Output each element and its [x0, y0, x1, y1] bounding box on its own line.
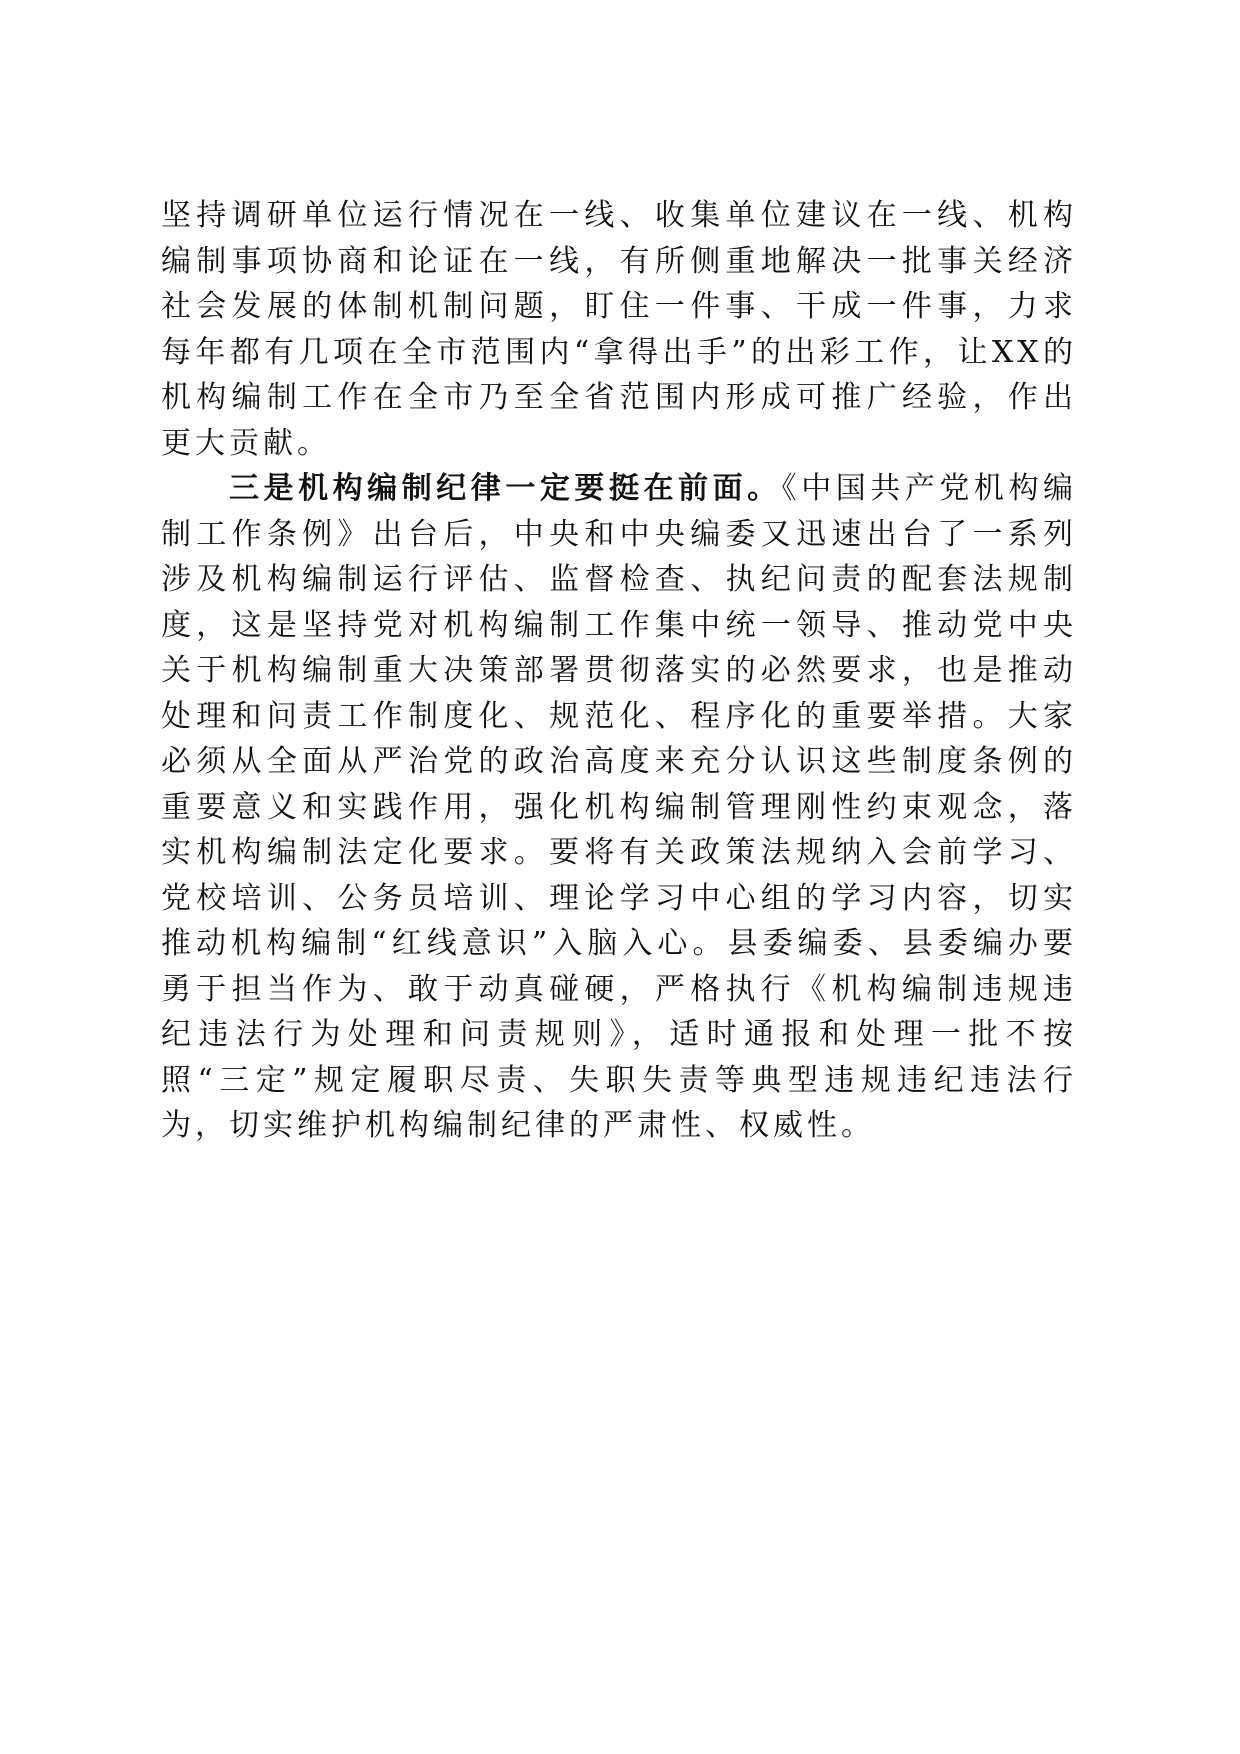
paragraph-text: 《中国共产党机构编制工作条例》出台后，中央和中央编委又迅速出台了一系列涉及机构编制运行评估、监督检查、执纪问责的配套法规制度，这是坚持党对机构编制工作集中统一领导、推动党中央关于机构编制重大决策部署贯彻落实的必然要求，也是推动处理和问责工作制度化、规范化、程序化的重要举措。大家必须从全面从严治党的政治高度来充分认识这些制度条例的重要意义和实践作用，强化机构编制管理刚性约束观念，落实机构编制法定化要求。要将有关政策法规纳入会前学习、党校培训、公务员培训、理论学习中心组的学习内容，切实推动机构编制“红线意识”入脑入心。县委编委、县委编办要勇于担当作为、敢于动真碰硬，严格执行《机构编制违规违纪违法行为处理和问责规则》，适时通报和处理一批不按照“三定”规定履职尽责、失职失责等典型违规违纪违法行为，切实维护机构编制纪律的严肃性、权威性。 — [161, 471, 1078, 1143]
paragraph-text: 坚持调研单位运行情况在一线、收集单位建议在一线、机构编制事项协商和论证在一线，有所侧重地解决一批事关经济社会发展的体制机制问题，盯住一件事、干成一件事，力求每年都有几项在全市范围内“拿得出手”的出彩工作，让XX的机构编制工作在全市乃至全省范围内形成可推广经验，作出更大贡献。 — [161, 198, 1077, 461]
paragraph-lead-heading: 三是机构编制纪律一定要挺在前面。 — [229, 471, 782, 506]
paragraph-discipline — [161, 466, 1077, 1149]
paragraph-continuation — [161, 193, 1077, 466]
document-body — [161, 193, 1077, 1149]
